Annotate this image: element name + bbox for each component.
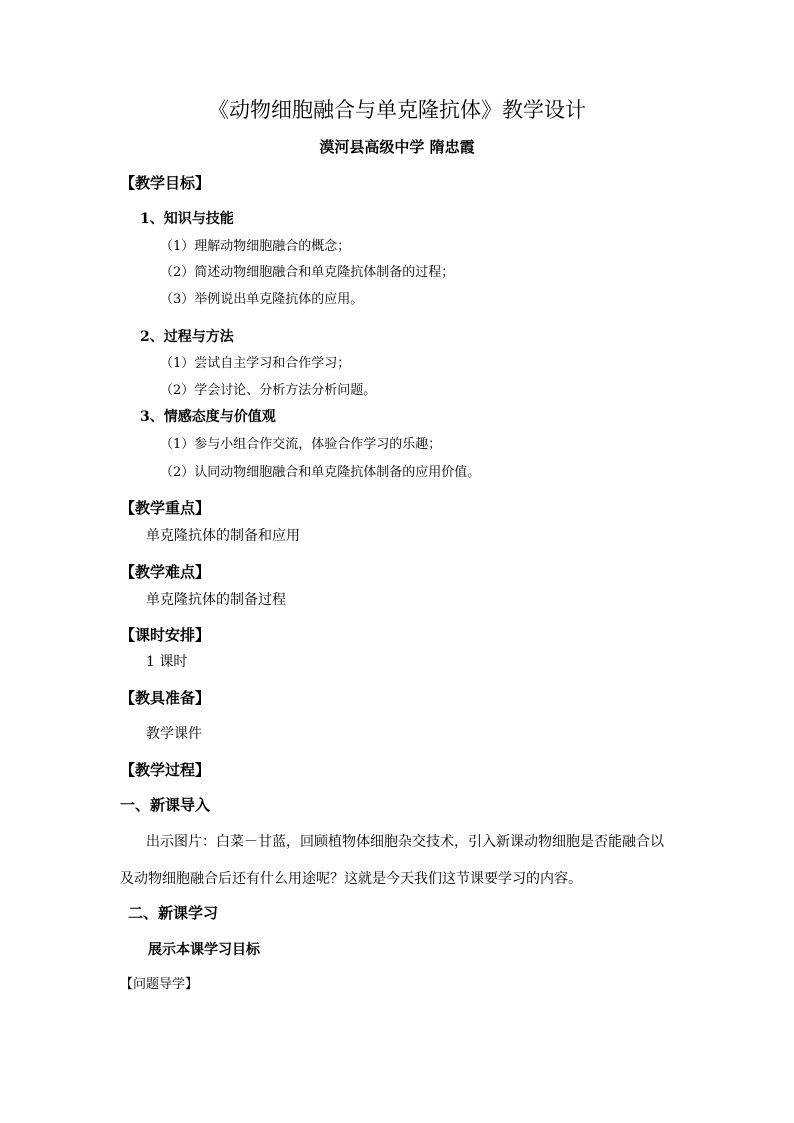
objectives-heading: 【教学目标】: [120, 174, 211, 192]
materials-heading: 【教具准备】: [120, 689, 211, 707]
procedure-heading: 【教学过程】: [120, 761, 211, 779]
process-methods-heading: 2、过程与方法: [140, 329, 234, 345]
difficulty-text: 单克隆抗体的制备过程: [146, 592, 286, 608]
new-lesson-heading: 二、新课学习: [128, 904, 219, 922]
process-item: （1）尝试自主学习和合作学习；: [160, 356, 351, 371]
knowledge-item: （3）举例说出单克隆抗体的应用。: [160, 292, 364, 307]
emotion-item: （2）认同动物细胞融合和单克隆抗体制备的应用价值。: [160, 465, 481, 480]
schedule-text: 1 课时: [146, 654, 188, 670]
knowledge-item: （1）理解动物细胞融合的概念；: [160, 239, 351, 254]
process-item: （2）学会讨论、分析方法分析问题。: [160, 383, 377, 398]
intro-heading: 一、新课导入: [120, 796, 211, 814]
emotion-values-heading: 3、情感态度与价值观: [140, 409, 276, 425]
knowledge-skills-heading: 1、知识与技能: [140, 211, 234, 227]
key-point-heading: 【教学重点】: [120, 499, 211, 517]
materials-text: 教学课件: [146, 726, 202, 742]
page-title: 《动物细胞融合与单克隆抗体》教学设计: [208, 98, 586, 122]
emotion-item: （1）参与小组合作交流，体验合作学习的乐趣；: [160, 437, 442, 452]
difficulty-heading: 【教学难点】: [120, 563, 211, 581]
intro-paragraph-line: 出示图片：白菜－甘蓝，回顾植物体细胞杂交技术，引入新课动物细胞是否能融合以: [146, 834, 664, 850]
key-point-text: 单克隆抗体的制备和应用: [146, 528, 300, 544]
author-line: 漠河县高级中学 隋忠霞: [319, 138, 475, 156]
knowledge-item: （2）简述动物细胞融合和单克隆抗体制备的过程；: [160, 265, 455, 280]
problem-guide-heading: 【问题导学】: [120, 977, 199, 992]
show-goals-text: 展示本课学习目标: [148, 942, 260, 958]
intro-paragraph-line: 及动物细胞融合后还有什么用途呢？这就是今天我们这节课要学习的内容。: [120, 871, 582, 887]
schedule-heading: 【课时安排】: [120, 626, 211, 644]
